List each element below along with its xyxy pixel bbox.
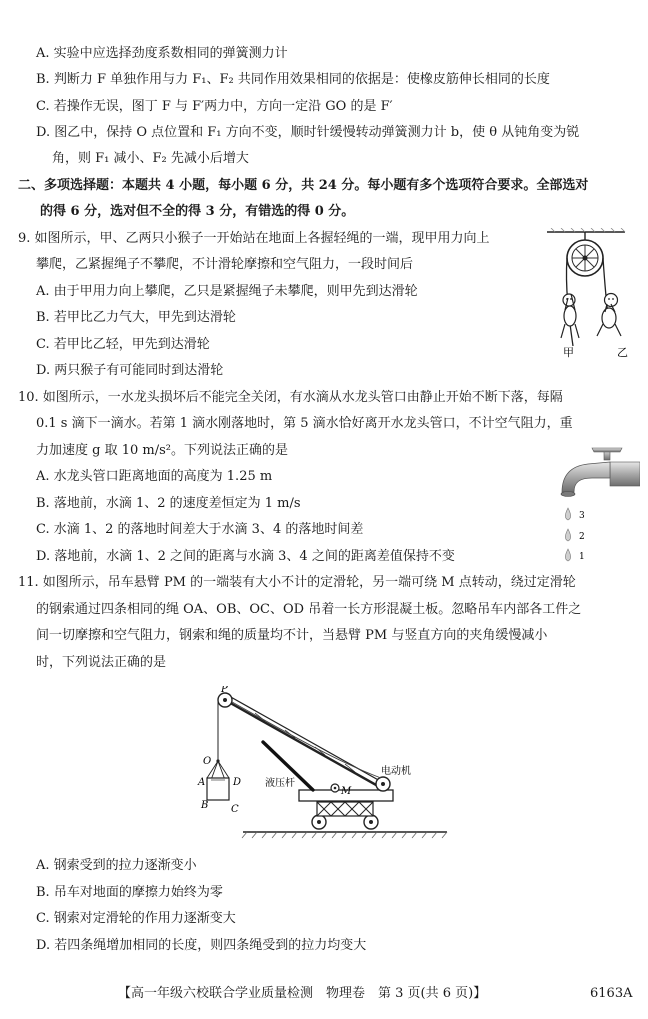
q11-stem-cont: 的钢索通过四条相同的绳 OA、OB、OC、OD 吊着一长方形混凝土板。忽略吊车内部各工件之: [36, 602, 582, 617]
q10-option-c: C. 水滴 1、2 的落地时间差大于水滴 3、4 的落地时间差: [36, 522, 364, 537]
q10-option-a: A. 水龙头管口距离地面的高度为 1.25 m: [36, 469, 273, 484]
prev-option-d: D. 图乙中，保持 O 点位置和 F₁ 方向不变，顺时针缓慢转动弹簧测力计 b，使 θ 从钝角变为锐: [36, 125, 580, 140]
faucet-icon: [561, 448, 640, 497]
label-b: B: [201, 800, 209, 811]
label-d: D: [233, 777, 242, 788]
q11-option-a: A. 钢索受到的拉力逐渐变小: [36, 858, 197, 873]
monkey-label-right: 乙: [617, 346, 628, 359]
prev-option-b: B. 判断力 F 单独作用与力 F₁、F₂ 共同作用效果相同的依据是：使橡皮筋伸长相同的长度: [36, 72, 550, 87]
water-drop-icon: [565, 549, 570, 561]
q11-option-b: B. 吊车对地面的摩擦力始终为零: [36, 885, 223, 900]
q11-stem-cont-3: 时，下列说法正确的是: [36, 655, 167, 670]
drop-label-3: 3: [579, 511, 585, 521]
drop-label-1: 1: [579, 552, 585, 562]
drop-label-2: 2: [579, 532, 585, 542]
paper-code: 6163A: [590, 986, 633, 1001]
q9-option-c: C. 若甲比乙轻，甲先到达滑轮: [36, 337, 210, 352]
q9-option-a: A. 由于甲用力向上攀爬，乙只是紧握绳子未攀爬，则甲先到达滑轮: [36, 284, 418, 299]
q10-stem-cont: 0.1 s 滴下一滴水。若第 1 滴水刚落地时，第 5 滴水恰好离开水龙头管口，不计空气阻力，重: [36, 416, 573, 431]
q10-option-b: B. 落地前，水滴 1、2 的速度差恒定为 1 m/s: [36, 496, 301, 511]
q10-stem-cont-2: 力加速度 g 取 10 m/s²。下列说法正确的是: [36, 443, 288, 458]
prev-option-a: A. 实验中应选择劲度系数相同的弹簧测力计: [36, 46, 288, 61]
monkey-right-icon: [597, 294, 621, 337]
label-a: A: [198, 777, 206, 788]
q10-option-d: D. 落地前，水滴 1、2 之间的距离与水滴 3、4 之间的距离差值保持不变: [36, 549, 455, 564]
label-c: C: [231, 804, 239, 815]
prev-option-c: C. 若操作无误，图丁 F 与 F′两力中，方向一定沿 GO 的是 F′: [36, 99, 393, 114]
label-motor: 电动机: [381, 766, 411, 777]
section-heading: 二、多项选择题：本题共 4 小题，每小题 6 分，共 24 分。每小题有多个选项符合要求。全部选对: [18, 178, 589, 193]
water-drop-icon: [565, 508, 570, 520]
q9-option-d: D. 两只猴子有可能同时到达滑轮: [36, 363, 224, 378]
crane-figure: [195, 686, 455, 848]
faucet-figure: [548, 440, 640, 570]
monkey-left-icon: [561, 294, 579, 338]
label-o: O: [203, 756, 212, 767]
q11-option-c: C. 钢索对定滑轮的作用力逐渐变大: [36, 911, 236, 926]
monkey-label-left: 甲: [563, 346, 574, 359]
q11-stem-cont-2: 间一切摩擦和空气阻力，钢索和绳的质量均不计，当悬臂 PM 与竖直方向的夹角缓慢减小: [36, 628, 548, 643]
monkey-pulley-figure: [545, 228, 635, 360]
label-m: M: [341, 786, 352, 797]
q10-stem: 10. 如图所示，一水龙头损坏后不能完全关闭，有水滴从水龙头管口由静止开始不断下落，每隔: [18, 390, 563, 405]
q11-option-d: D. 若四条绳增加相同的长度，则四条绳受到的拉力均变大: [36, 938, 367, 953]
prev-option-d-cont: 角，则 F₁ 减小、F₂ 先减小后增大: [52, 151, 249, 166]
water-drop-icon: [565, 529, 570, 541]
q9-stem: 9. 如图所示，甲、乙两只小猴子一开始站在地面上各握轻绳的一端，现甲用力向上: [18, 231, 490, 246]
label-hydraulic-rod: 液压杆: [265, 778, 295, 789]
label-p: P: [221, 686, 228, 695]
page-footer: 【高一年级六校联合学业质量检测 物理卷 第 3 页(共 6 页)】: [118, 986, 487, 1001]
q9-option-b: B. 若甲比乙力气大，甲先到达滑轮: [36, 310, 236, 325]
section-heading-cont: 的得 6 分，选对但不全的得 3 分，有错选的得 0 分。: [40, 204, 355, 219]
q11-stem: 11. 如图所示，吊车悬臂 PM 的一端装有大小不计的定滑轮，另一端可绕 M 点转动，绕过定滑轮: [18, 575, 576, 590]
q9-stem-cont: 攀爬，乙紧握绳子不攀爬，不计滑轮摩擦和空气阻力，一段时间后: [36, 257, 414, 272]
